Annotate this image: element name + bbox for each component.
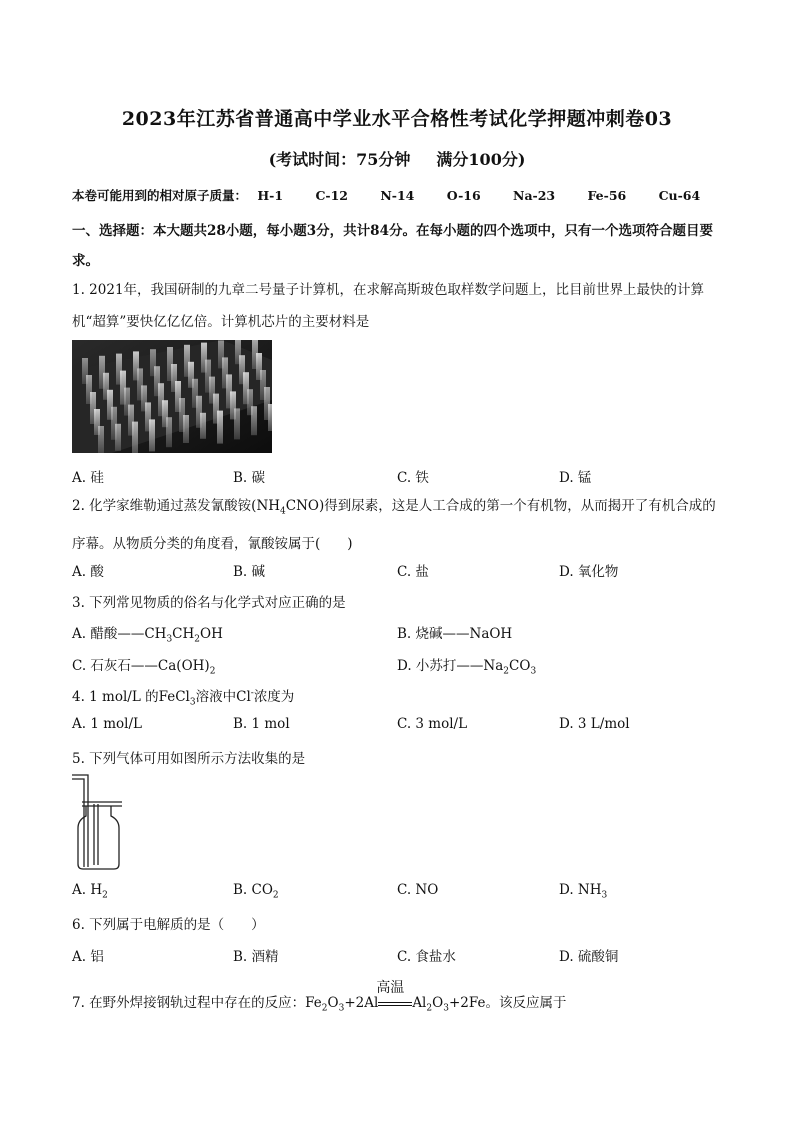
q3-option-b[interactable]: B. 烧碱——NaOH — [397, 626, 513, 642]
q6-option-c[interactable]: C. 食盐水 — [397, 949, 456, 965]
atomic-mass-item: C-12 — [315, 188, 348, 203]
q5-option-c[interactable]: C. NO — [397, 882, 439, 898]
question-6-stem: 6. 下列属于电解质的是（ ） — [72, 917, 265, 933]
q2-option-d[interactable]: D. 氧化物 — [559, 564, 619, 580]
q2-option-c[interactable]: C. 盐 — [397, 564, 429, 580]
atomic-mass-item: Na-23 — [513, 188, 556, 203]
atomic-mass-item: N-14 — [380, 188, 415, 203]
gas-collection-bottle-diagram — [72, 772, 132, 872]
exam-score: 满分100分) — [436, 150, 526, 169]
q6-option-b[interactable]: B. 酒精 — [233, 949, 279, 965]
atomic-masses — [72, 186, 728, 204]
q1-option-c[interactable]: C. 铁 — [397, 470, 429, 486]
question-3-stem: 3. 下列常见物质的俗名与化学式对应正确的是 — [72, 595, 346, 611]
q3-option-c[interactable]: C. 石灰石$——Ca(OH)_2$ — [72, 658, 216, 677]
question-4-stem: 4. 1 mol/L 的FeCl$_3$溶液中Cl-浓度为 — [72, 688, 295, 708]
q6-option-d[interactable]: D. 硫酸铜 — [559, 949, 619, 965]
question-5-stem: 5. 下列气体可用如图所示方法收集的是 — [72, 751, 306, 767]
question-1-stem: 1. 2021年，我国研制的九章二号量子计算机，在求解高斯玻色取样数学问题上，比目前世界上最快的计算机“超算”要快亿亿亿倍。计算机芯片的主要材料是 — [72, 282, 705, 330]
q1-option-a[interactable]: A. 硅 — [72, 470, 104, 486]
q6-option-a[interactable]: A. 铝 — [72, 949, 104, 965]
q2-option-a[interactable]: A. 酸 — [72, 564, 104, 580]
atomic-mass-item: O-16 — [446, 188, 481, 203]
q5-option-b[interactable]: B. $CO_2$ — [233, 882, 279, 901]
q3-option-a[interactable]: A. 醋酸$——CH_3CH_2OH$ — [72, 626, 223, 645]
question-2-stem: 2. 化学家维勒通过蒸发氰酸铵$(NH_4CNO)$得到尿素，这是人工合成的第一个有机物，从而揭开了有机合成的序幕。从物质分类的角度看，氰酸铵属于( ) — [72, 498, 716, 552]
exam-time: (考试时间：75分钟 — [268, 150, 411, 169]
q4-option-a[interactable]: A. 1 mol/L — [72, 716, 142, 732]
q5-option-a[interactable]: A. $H_2$ — [72, 882, 108, 901]
q3-option-d[interactable]: D. 小苏打$——Na_2CO_3$ — [397, 658, 537, 677]
q4-option-c[interactable]: C. 3 mol/L — [397, 716, 468, 732]
question-7-stem: 7. 在野外焊接钢轨过程中存在的反应：$Fe_2O_3+2Al$ 高温 $Al_2O_3+2Fe$。该反应属于 — [72, 991, 566, 1014]
atomic-masses-lead: 本卷可能用到的相对原子质量： — [72, 188, 248, 203]
exam-subtitle — [0, 147, 794, 170]
reaction-condition-arrow — [376, 979, 412, 1011]
reaction-condition-label: 高温 — [376, 979, 405, 996]
q4-option-b[interactable]: B. 1 mol — [233, 716, 290, 732]
exam-title: 2023年江苏省普通高中学业水平合格性考试化学押题冲刺卷03 — [121, 108, 673, 130]
chip-image — [72, 340, 272, 453]
section-heading: 一、选择题：本大题共28小题，每小题3分，共计84分。在每小题的四个选项中，只有一个选项符合题目要求。 — [72, 223, 713, 269]
atomic-mass-item: H-1 — [257, 188, 284, 203]
atomic-mass-item: Cu-64 — [658, 188, 701, 203]
q1-option-b[interactable]: B. 碳 — [233, 470, 266, 486]
q4-option-d[interactable]: D. 3 L/mol — [559, 716, 630, 732]
atomic-mass-item: Fe-56 — [587, 188, 627, 203]
q5-option-d[interactable]: D. $NH_3$ — [559, 882, 608, 901]
q1-option-d[interactable]: D. 锰 — [559, 470, 592, 486]
q2-option-b[interactable]: B. 碱 — [233, 564, 266, 580]
